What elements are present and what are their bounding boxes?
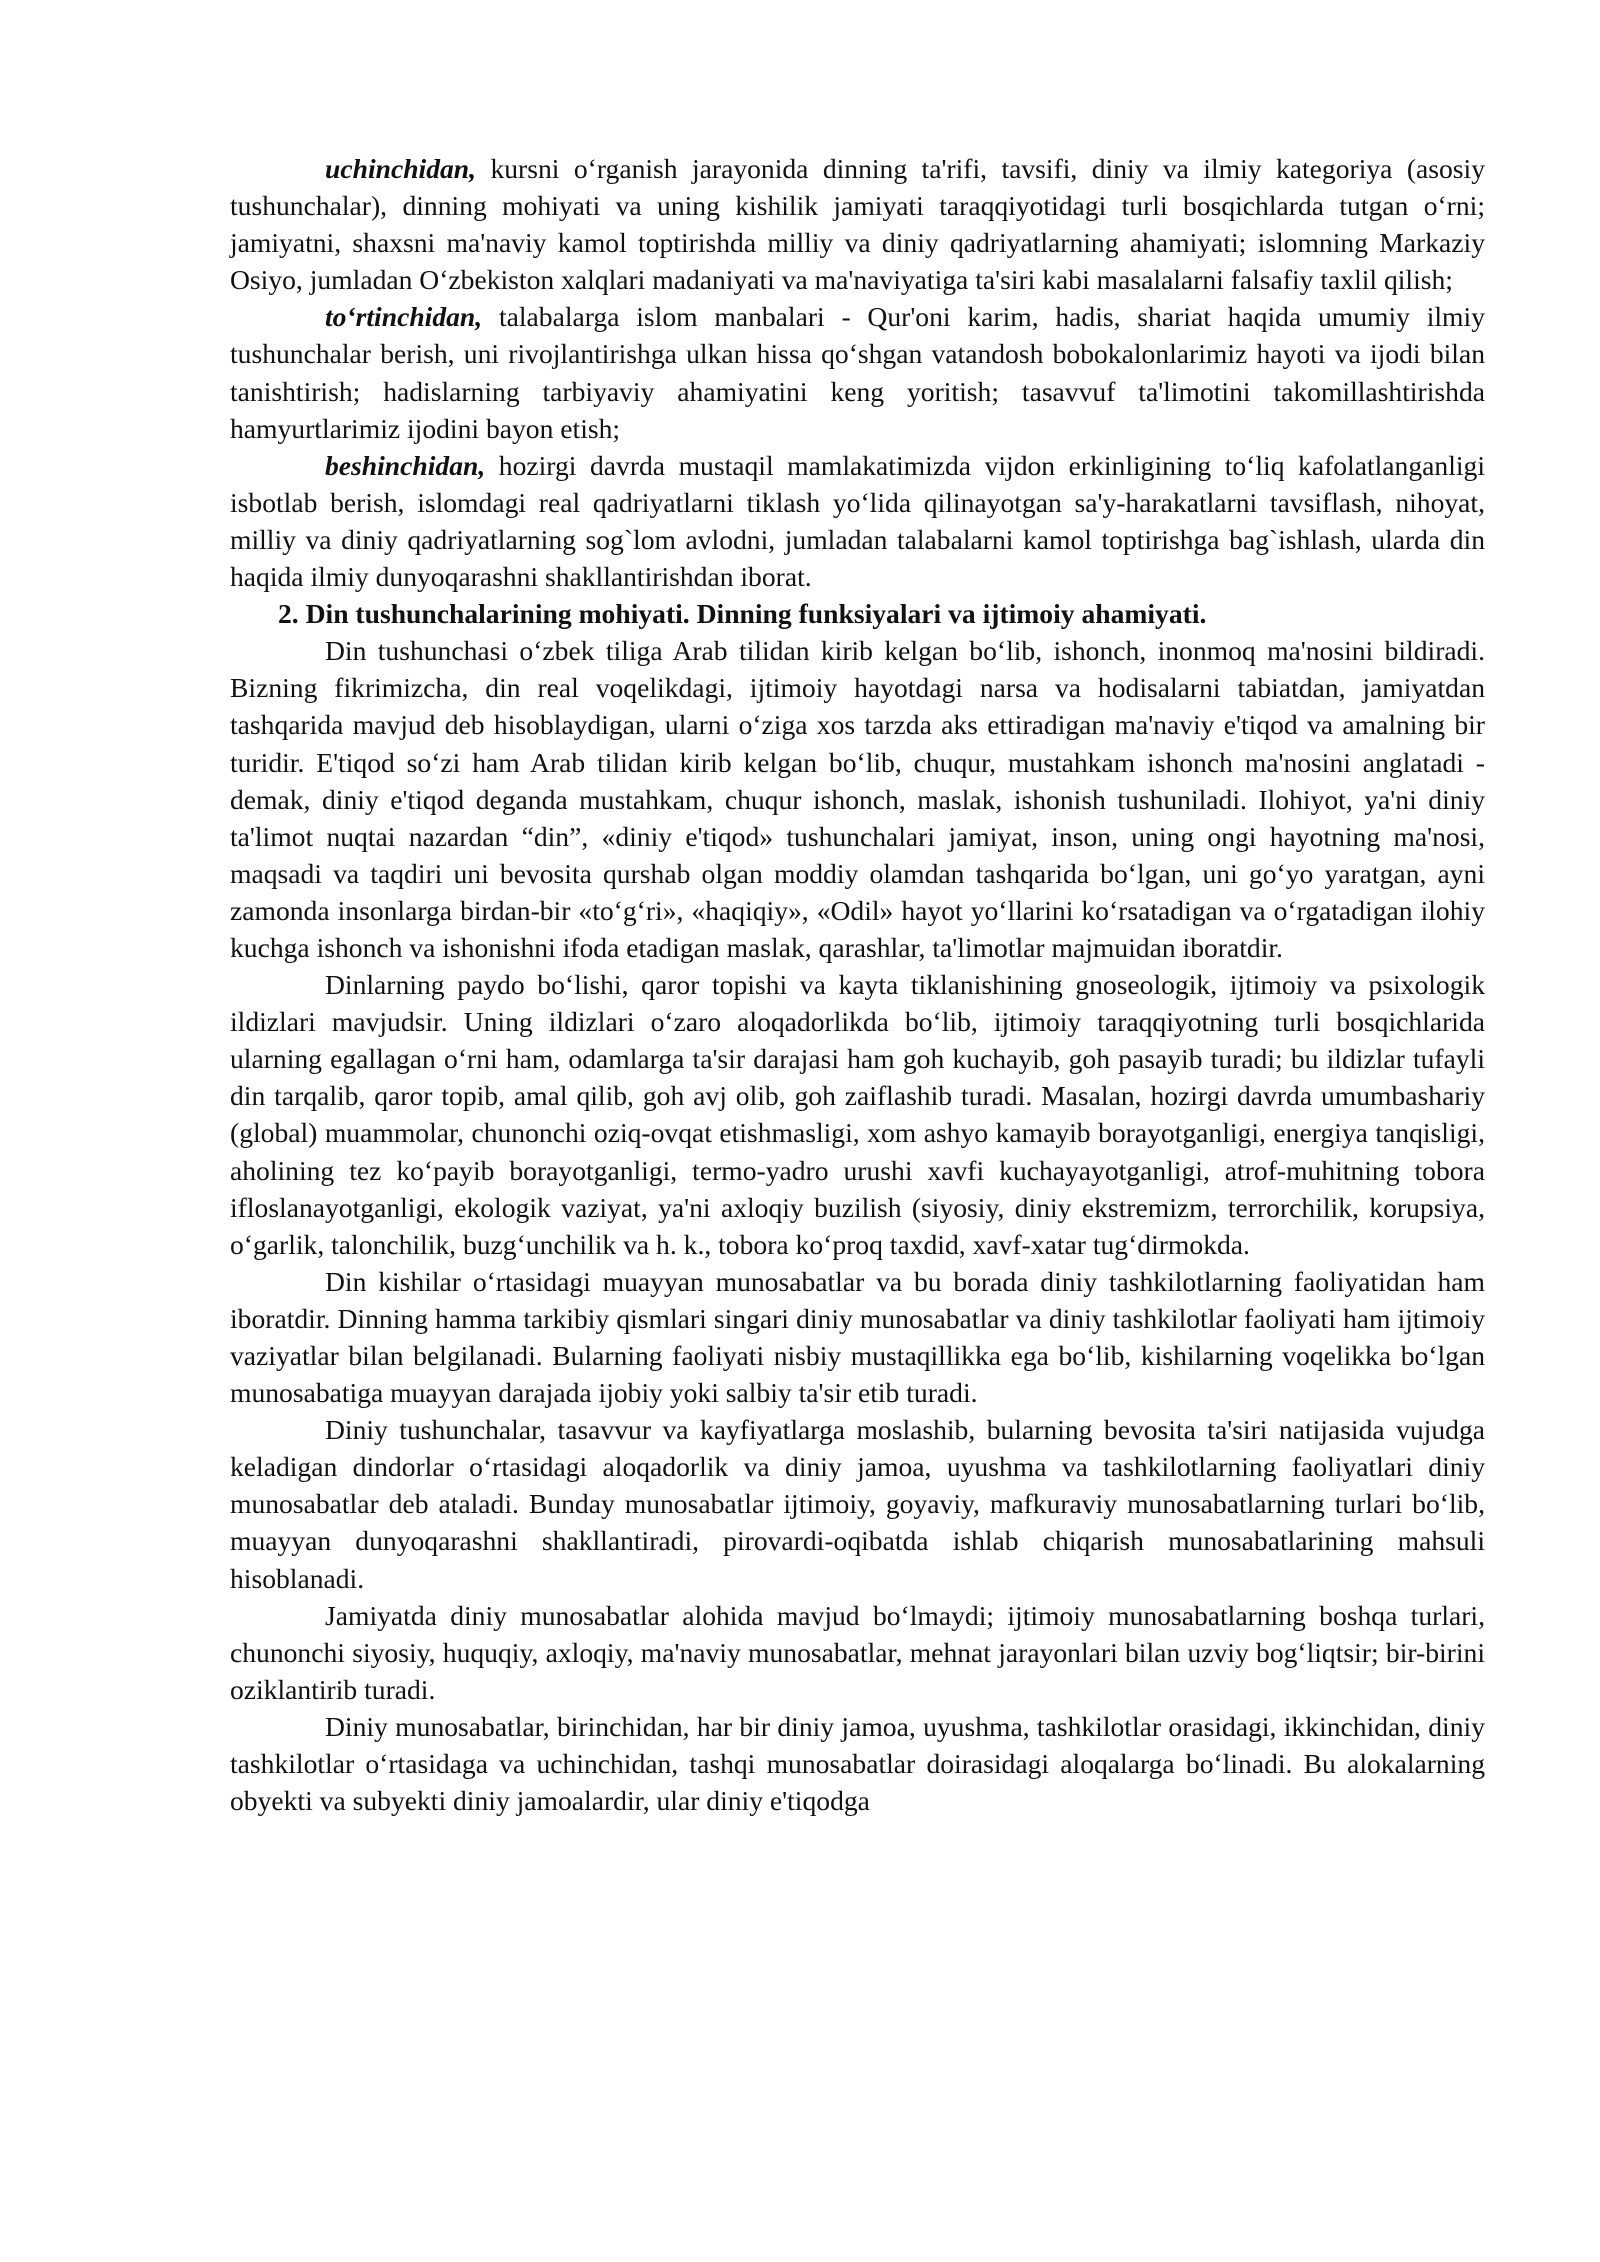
paragraph-text: kursni o‘rganish jarayonida dinning ta'rifi, tavsifi, diniy va ilmiy kategoriya (asosiy tushunchalar), dinning mohiyati va uning kishilik jamiyati taraqqiyotidagi turli bosqichlarda tutgan o‘rni; jamiyatni, shaxsni ma'naviy kamol toptirishda milliy va diniy qadriyatlarning ahamiyati; islomning Markaziy Osiyo, jumladan O‘zbekiston xalqlari madaniyati va ma'naviyatiga ta'siri kabi masalalarni falsafiy taxlil qilish;	[230, 153, 1485, 296]
body-paragraph: Din kishilar o‘rtasidagi muayyan munosabatlar va bu borada diniy tashkilotlarning faoliyatidan ham iboratdir. Dinning hamma tarkibiy qismlari singari diniy munosabatlar va diniy tashkilotlar faoliyati ham ijtimoiy vaziyatlar bilan belgilanadi. Bularning faoliyati nisbiy mustaqillikka ega bo‘lib, kishilarning voqelikka bo‘lgan munosabatiga muayyan darajada ijobiy yoki salbiy ta'sir etib turadi.	[230, 1265, 1485, 1409]
paragraph-tortinchidan	[230, 298, 1485, 446]
section-heading: 2. Din tushunchalarining mohiyati. Dinning funksiyalari va ijtimoiy ahamiyati.	[278, 598, 1207, 630]
document-page	[230, 150, 1485, 1819]
body-paragraph: Din tushunchasi o‘zbek tiliga Arab tilidan kirib kelgan bo‘lib, ishonch, inonmoq ma'nosini bildiradi. Bizning fikrimizcha, din real voqelikdagi, ijtimoiy hayotdagi narsa va hodisalarni tabiatdan, jamiyatdan tashqarida mavjud deb hisoblaydigan, ularni o‘ziga xos tarzda aks ettiradigan ma'naviy e'tiqod va amalning bir turidir. E'tiqod so‘zi ham Arab tilidan kirib kelgan bo‘lib, chuqur, mustahkam ishonch ma'nosini anglatadi - demak, diniy e'tiqod deganda mustahkam, chuqur ishonch, maslak, ishonish tushuniladi. Ilohiyot, ya'ni diniy ta'limot nuqtai nazardan “din”, «diniy e'tiqod» tushunchalari jamiyat, inson, uning ongi hayotning ma'nosi, maqsadi va taqdiri uni bevosita qurshab olgan moddiy olamdan tashqarida bo‘lgan, uni go‘yo yaratgan, ayni zamonda insonlarga birdan-bir «to‘g‘ri», «haqiqiy», «Odil» hayot yo‘llarini ko‘rsatadigan va o‘rgatadigan ilohiy kuchga ishonch va ishonishni ifoda etadigan maslak, qarashlar, ta'limotlar majmuidan iboratdir.	[230, 635, 1485, 963]
paragraph-text: talabalarga islom manbalari - Qur'oni karim, hadis, shariat haqida umumiy ilmiy tushunchalar berish, uni rivojlantirishga ulkan hissa qo‘shgan vatandosh bobokalonlarimiz hayoti va ijodi bilan tanishtirish; hadislarning tarbiyaviy ahamiyatini keng yoritish; tasavvuf ta'limotini takomillashtirishda hamyurtlarimiz ijodini bayon etish;	[230, 301, 1485, 444]
paragraph-lead: to‘rtinchidan,	[325, 301, 483, 333]
body-paragraph: Dinlarning paydo bo‘lishi, qaror topishi va kayta tiklanishining gnoseologik, ijtimoiy va psixologik ildizlari mavjudsir. Uning ildizlari o‘zaro aloqadorlikda bo‘lib, ijtimoiy taraqqiyotning turli bosqichlarida ularning egallagan o‘rni ham, odamlarga ta'sir darajasi ham goh kuchayib, goh pasayib turadi; bu ildizlar tufayli din tarqalib, qaror topib, amal qilib, goh avj olib, goh zaiflashib turadi. Masalan, hozirgi davrda umumbashariy (global) muammolar, chunonchi oziq-ovqat etishmasligi, xom ashyo kamayib borayotganligi, energiya tanqisligi, aholining tez ko‘payib borayotganligi, termo-yadro urushi xavfi kuchayayotganligi, atrof-muhitning tobora ifloslanayotganligi, ekologik vaziyat, ya'ni axloqiy buzilish (siyosiy, diniy ekstremizm, terrorchilik, korupsiya, o‘garlik, talonchilik, buzg‘unchilik va h. k., tobora ko‘proq taxdid, xavf-xatar tug‘dirmokda.	[230, 969, 1485, 1260]
paragraph-lead: beshinchidan,	[325, 449, 486, 481]
paragraph-beshinchidan	[230, 447, 1485, 595]
body-paragraph: Diniy tushunchalar, tasavvur va kayfiyatlarga moslashib, bularning bevosita ta'siri natijasida vujudga keladigan dindorlar o‘rtasidagi aloqadorlik va diniy jamoa, uyushma va tashkilotlarning faoliyatlari diniy munosabatlar deb ataladi. Bunday munosabatlar ijtimoiy, goyaviy, mafkuraviy munosabatlarning turlari bo‘lib, muayyan dunyoqarashni shakllantiradi, pirovardi-oqibatda ishlab chiqarish munosabatlarining mahsuli hisoblanadi.	[230, 1414, 1485, 1594]
paragraph-text: hozirgi davrda mustaqil mamlakatimizda vijdon erkinligining to‘liq kafolatlanganligi isbotlab berish, islomdagi real qadriyatlarni tiklash yo‘lida qilinayotgan sa'y-harakatlarni tavsiflash, nihoyat, milliy va diniy qadriyatlarning sog`lom avlodni, jumladan talabalarni kamol toptirishga bag`ishlash, ularda din haqida ilmiy dunyoqarashni shakllantirishdan iborat.	[230, 449, 1485, 593]
paragraph-lead: uchinchidan,	[325, 153, 477, 184]
body-paragraph: Diniy munosabatlar, birinchidan, har bir diniy jamoa, uyushma, tashkilotlar orasidagi, ikkinchidan, diniy tashkilotlar o‘rtasidaga va uchinchidan, tashqi munosabatlar doirasidagi aloqalarga bo‘linadi. Bu alokalarning obyekti va subyekti diniy jamoalardir, ular diniy e'tiqodga	[230, 1710, 1485, 1817]
paragraph-uchinchidan	[230, 150, 1485, 298]
body-paragraph: Jamiyatda diniy munosabatlar alohida mavjud bo‘lmaydi; ijtimoiy munosabatlarning boshqa turlari, chunonchi siyosiy, huquqiy, axloqiy, ma'naviy munosabatlar, mehnat jarayonlari bilan uzviy bog‘liqtsir; bir-birini oziklantirib turadi.	[230, 1599, 1485, 1705]
